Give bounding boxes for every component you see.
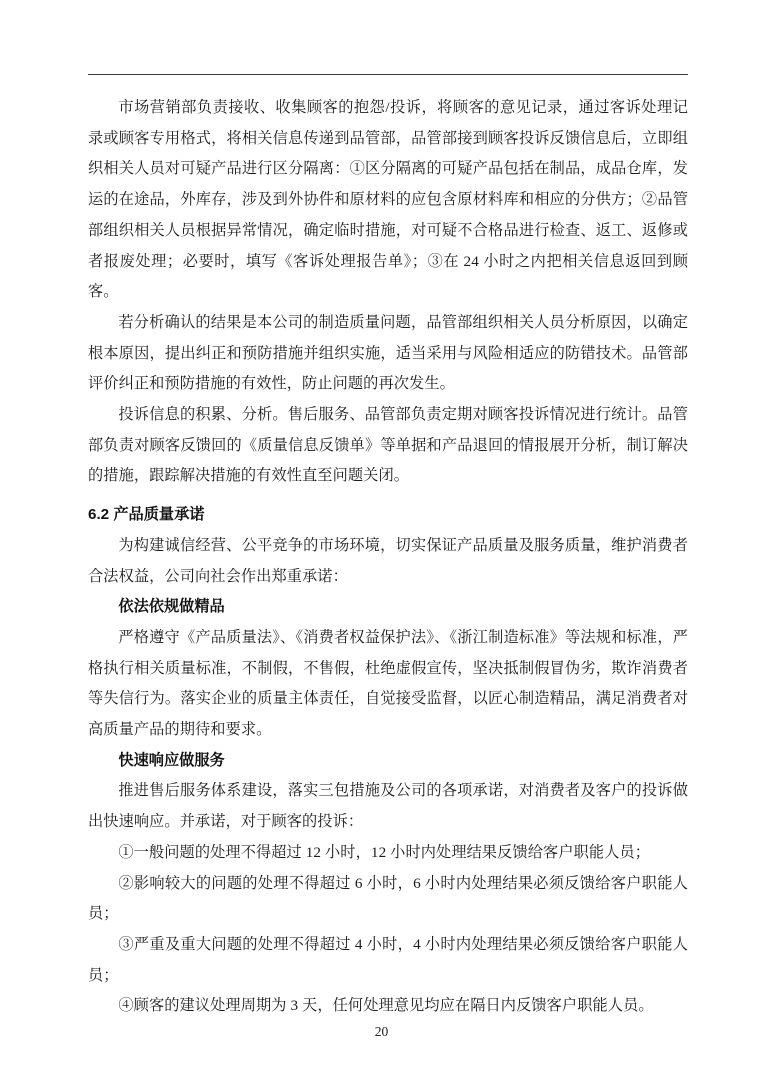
sub-heading: 依法依规做精品 [118, 598, 225, 616]
list-item: ③严重及重大问题的处理不得超过 4 小时，4 小时内处理结果必须反馈给客户职能人员； [88, 935, 688, 984]
header-divider [88, 74, 688, 75]
sub-heading: 快速响应做服务 [118, 751, 225, 769]
page-number: 20 [374, 1024, 389, 1039]
section-spacer [88, 492, 688, 500]
list-item: ②影响较大的问题的处理不得超过 6 小时，6 小时内处理结果必须反馈给客户职能人员； [88, 874, 688, 923]
paragraph: 推进售后服务体系建设，落实三包措施及公司的各项承诺，对消费者及客户的投诉做出快速响应。并承诺，对于顾客的投诉： [88, 782, 688, 831]
paragraph: 投诉信息的积累、分析。售后服务、品管部负责定期对顾客投诉情况进行统计。品管部负责对顾客反馈回的《质量信息反馈单》等单据和产品退回的情报展开分析，制订解决的措施，跟踪解决措施的有效性直至问题关闭。 [88, 406, 688, 485]
paragraph: 严格遵守《产品质量法》、《消费者权益保护法》、《浙江制造标准》等法规和标准，严格执行相关质量标准，不制假，不售假，杜绝虚假宣传，坚决抵制假冒伪劣，欺诈消费者等失信行为。落实企业的质量主体责任，自觉接受监督，以匠心制造精品，满足消费者对高质量产品的期待和要求。 [88, 628, 688, 739]
section-heading: 6.2 产品质量承诺 [88, 506, 205, 524]
page-content [88, 74, 688, 1022]
paragraph: 为构建诚信经营、公平竞争的市场环境，切实保证产品质量及服务质量，维护消费者合法权益，公司向社会作出郑重承诺： [88, 536, 688, 585]
list-item: ①一般问题的处理不得超过 12 小时，12 小时内处理结果反馈给客户职能人员； [118, 843, 651, 861]
paragraph: 若分析确认的结果是本公司的制造质量问题，品管部组织相关人员分析原因，以确定根本原因，提出纠正和预防措施并组织实施，适当采用与风险相适应的防错技术。品管部评价纠正和预防措施的有效性，防止问题的再次发生。 [88, 313, 688, 393]
list-item: ④顾客的建议处理周期为 3 天，任何处理意见均应在隔日内反馈客户职能人员。 [118, 997, 654, 1015]
paragraph: 市场营销部负责接收、收集顾客的抱怨/投诉，将顾客的意见记录，通过客诉处理记录或顾客专用格式，将相关信息传递到品管部，品管部接到顾客投诉反馈信息后，立即组织相关人员对可疑产品进行区分隔离：①区分隔离的可疑产品包括在制品，成品仓库，发运的在途品，外库存，涉及到外协件和原材料的应包含原材料库和相应的分供方；②品管部组织相关人员根据异常情况，确定临时措施，对可疑不合格品进行检查、返工、返修或者报废处理；必要时，填写《客诉处理报告单》；③在 24 小时之内把相关信息返回到顾客。 [88, 99, 688, 301]
